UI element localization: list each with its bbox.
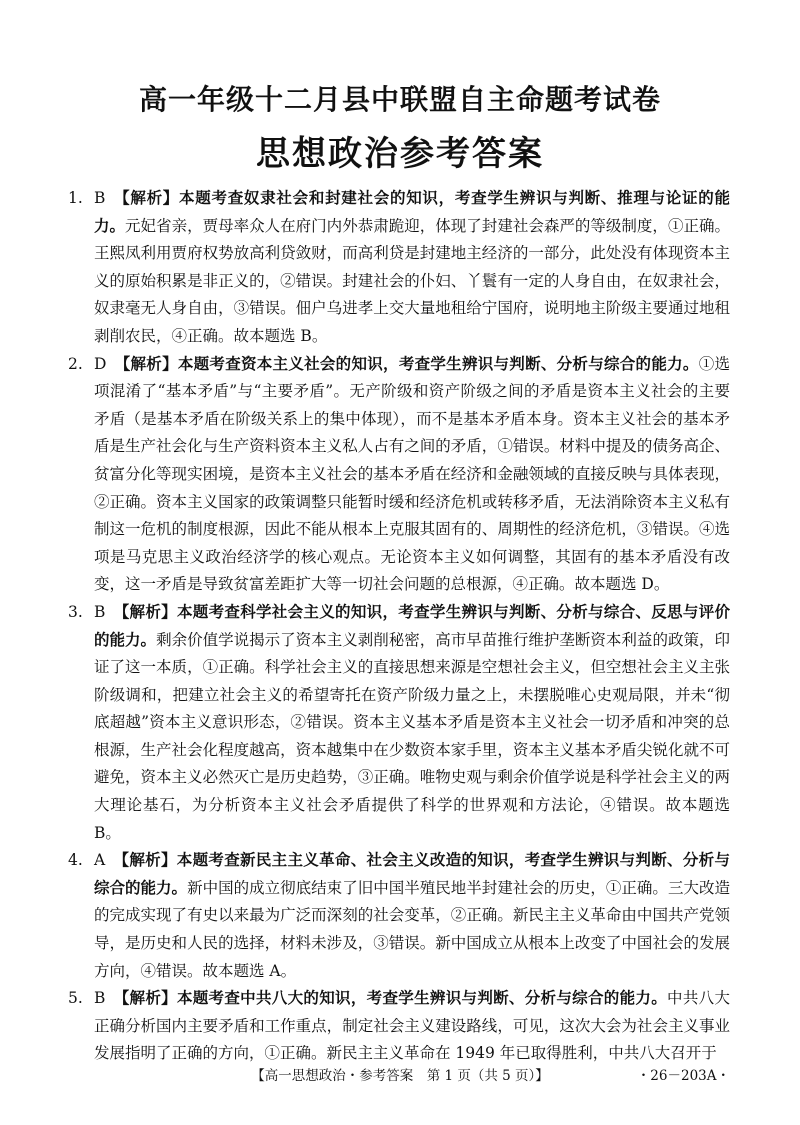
item-number: 1. <box>68 189 83 207</box>
analysis-tag: 【解析】 <box>114 354 178 373</box>
item-answer: B <box>94 602 106 621</box>
item-body: 新中国的成立彻底结束了旧中国半殖民地半封建社会的历史，①正确。三大改造的完成实现了有史以来最为广泛而深刻的社会变革，②正确。新民主主义革命由中国共产党领导，是历史和人民的选择，材料未涉及，③错误。新中国成立从根本上改变了中国社会的发展方向，④错误。故本题选 A。 <box>94 878 730 980</box>
item-answer: A <box>94 851 106 870</box>
item-number: 3. <box>68 602 83 621</box>
analysis-tag: 【解析】 <box>113 989 177 1008</box>
footer-exam-code: ・26－203A・ <box>636 1068 730 1084</box>
item-number: 5. <box>68 989 83 1008</box>
analysis-tag: 【解析】 <box>113 851 177 870</box>
item-body: 剩余价值学说揭示了资本主义剥削秘密，高市早苗推行维护垄断资本利益的政策，印证了这一本质，①正确。科学社会主义的直接思想来源是空想社会主义，但空想社会主义主张阶级调和，把建立社会主义的希望寄托在资产阶级力量之上，未摆脱唯心史观局限，并未“彻底超越”资本主义意识形态，②错误。资本主义基本矛盾是资本主义社会一切矛盾和冲突的总根源，生产社会化程度越高，资本越集中在少数资本家手里，资本主义基本矛盾尖锐化就不可避免，资本主义必然灭亡是历史趋势，③正确。唯物史观与剩余价值学说是科学社会主义的两大理论基石，为分析资本主义社会矛盾提供了科学的世界观和方法论，④错误。故本题选 B。 <box>94 630 730 842</box>
exam-title: 高一年级十二月县中联盟自主命题考试卷 <box>138 83 661 116</box>
answer-item-3 <box>68 599 730 847</box>
analysis-tag: 【解析】 <box>113 602 177 621</box>
item-answer: D <box>94 354 107 373</box>
answer-item-2 <box>68 351 730 599</box>
item-lead: 本题考查资本主义社会的知识，考查学生辨识与判断、分析与综合的能力。 <box>177 354 699 373</box>
answer-item-4 <box>68 847 730 985</box>
item-body: 中共八大正确分析国内主要矛盾和工作重点，制定社会主义建设路线，可见，这次大会为社会主义事业发展指明了正确的方向，①正确。新民主主义革命在 1949 年已取得胜利，中共八大召开于 <box>94 989 730 1063</box>
item-lead: 本题考查中共八大的知识，考查学生辨识与判断、分析与综合的能力。 <box>176 989 668 1008</box>
answer-key-subtitle: 思想政治参考答案 <box>256 134 544 174</box>
answer-item-5 <box>68 985 730 1068</box>
item-body: 元妃省亲，贾母率众人在府门内外恭肃跪迎，体现了封建社会森严的等级制度，①正确。王熙凤利用贾府权势放高利贷敛财，而高利贷是封建地主经济的一部分，此处没有体现资本主义的原始积累是非正义的，②错误。封建社会的仆妇、丫鬟有一定的人身自由，在奴隶社会，奴隶毫无人身自由，③错误。佃户乌进孝上交大量地租给宁国府，说明地主阶级主要通过地租剥削农民，④正确。故本题选 B。 <box>94 216 730 345</box>
item-answer: B <box>94 189 106 207</box>
item-number: 2. <box>68 354 83 373</box>
footer-page-info: 【高一思想政治・参考答案 第 1 页（共 5 页）】 <box>251 1068 549 1084</box>
item-lead: 本题考查科学社会主义的知识，考查学生辨识与判断、分析与综合、反思与评价的能力。 <box>94 602 730 649</box>
item-lead: 本题考查奴隶社会和封建社会的知识，考查学生辨识与判断、推理与论证的能力。 <box>94 189 730 235</box>
answer-item-1 <box>68 185 730 351</box>
item-body: ①选项混淆了“基本矛盾”与“主要矛盾”。无产阶级和资产阶级之间的矛盾是资本主义社会的主要矛盾（是基本矛盾在阶级关系上的集中体现），而不是基本矛盾本身。资本主义社会的基本矛盾是生产社会化与生产资料资本主义私人占有之间的矛盾，①错误。材料中提及的债务高企、贫富分化等现实困境，是资本主义社会的基本矛盾在经济和金融领域的直接反映与具体表现，②正确。资本主义国家的政策调整只能暂时缓和经济危机或转移矛盾，无法消除资本主义私有制这一危机的制度根源，因此不能从根本上克服其固有的、周期性的经济危机，③错误。④选项是马克思主义政治经济学的核心观点。无论资本主义如何调整，其固有的基本矛盾没有改变，这一矛盾是导致贫富差距扩大等一切社会问题的总根源，④正确。故本题选 D。 <box>94 354 730 594</box>
page-footer <box>0 1064 800 1090</box>
item-answer: B <box>94 989 106 1008</box>
item-lead: 本题考查新民主主义革命、社会主义改造的知识，考查学生辨识与判断、分析与综合的能力。 <box>94 851 730 897</box>
answer-list <box>68 185 730 1068</box>
analysis-tag: 【解析】 <box>113 189 180 207</box>
item-number: 4. <box>68 851 83 870</box>
